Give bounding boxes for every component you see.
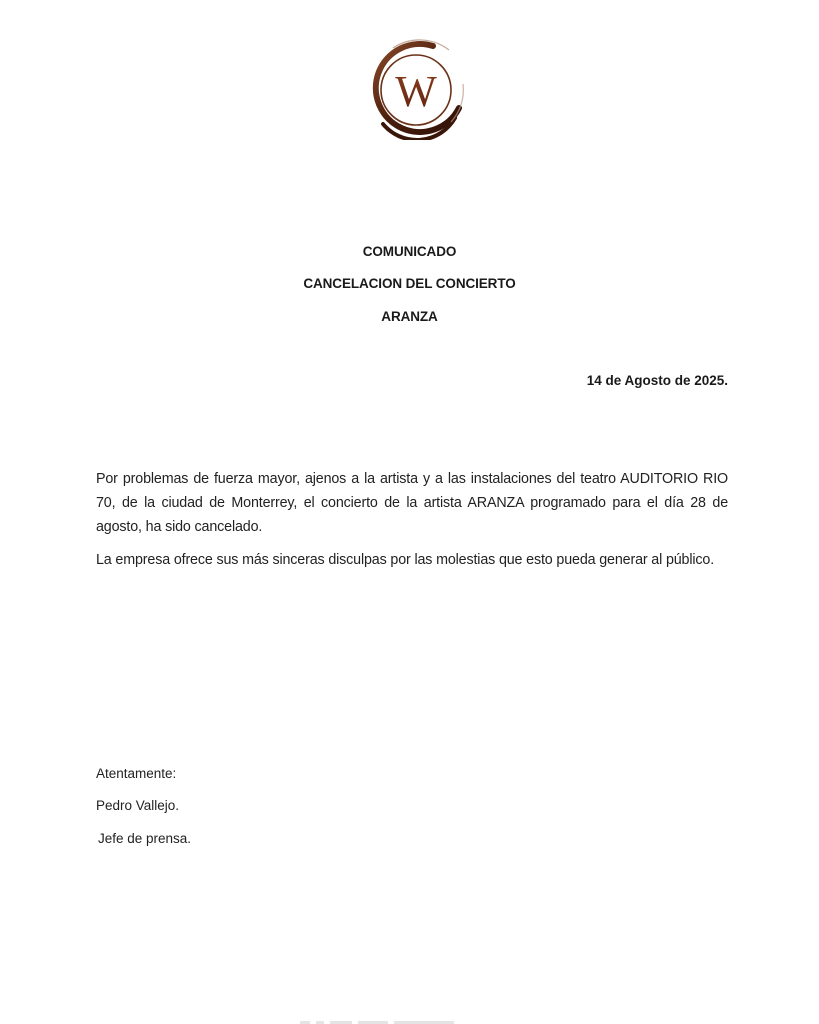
artist-name-heading: ARANZA — [381, 309, 438, 324]
signature-title: Jefe de prensa. — [98, 831, 192, 846]
footer-text-cut-off — [300, 1017, 520, 1024]
signature-name: Pedro Vallejo. — [96, 798, 180, 813]
document-title: COMUNICADO — [362, 244, 457, 259]
document-date: 14 de Agosto de 2025. — [586, 373, 728, 388]
company-logo — [363, 38, 469, 140]
document-subtitle: CANCELACION DEL CONCIERTO — [303, 276, 516, 291]
body-paragraph-apology: La empresa ofrece sus más sinceras disculpas por las molestias que esto pueda generar al público. — [96, 552, 715, 568]
svg-text:W: W — [395, 67, 437, 116]
w-circle-logo-icon — [363, 38, 469, 140]
signature-closing: Atentamente: — [96, 766, 177, 781]
body-paragraph-cancellation: Por problemas de fuerza mayor, ajenos a la artista y a las instalaciones del teatro AUDITORIO RIO 70, de la ciudad de Monterrey, el concierto de la artista ARANZA programado para el día 28 de agosto, ha sido cancelado. — [96, 471, 728, 535]
